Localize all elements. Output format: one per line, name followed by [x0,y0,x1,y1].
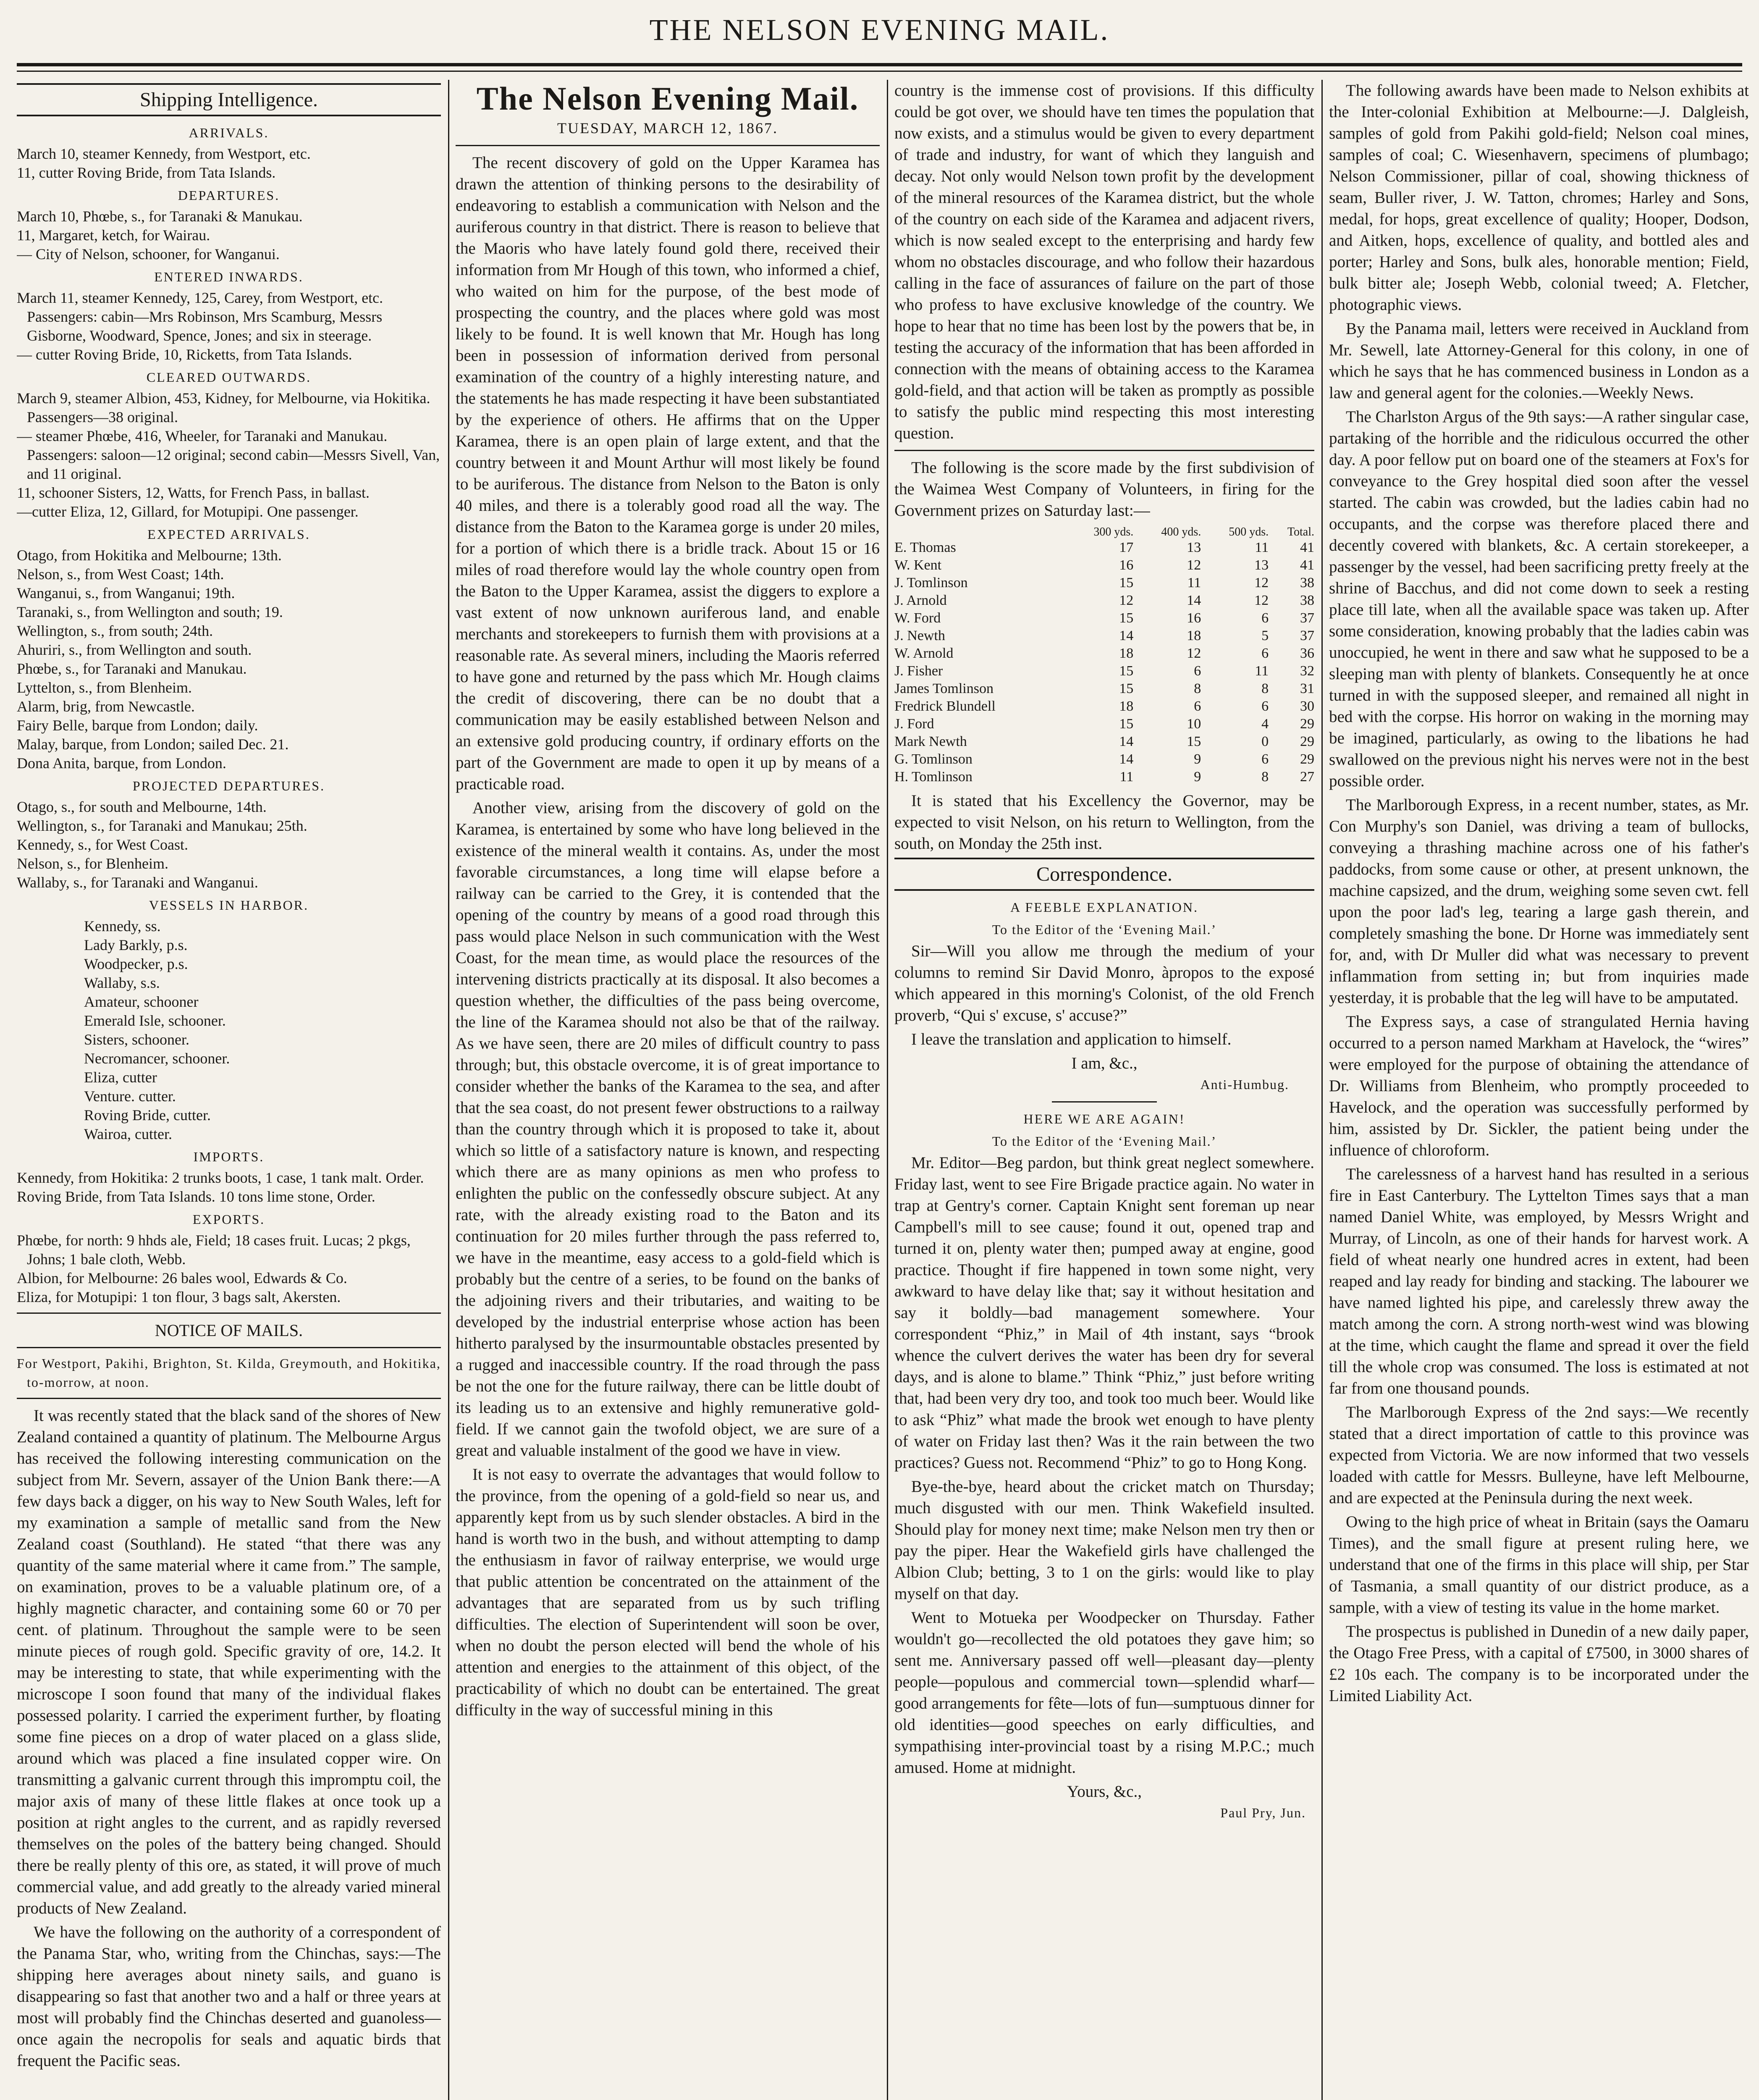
score-value: 41 [1300,540,1314,555]
score-name: J. Fisher [894,663,943,679]
harbor-vessel: Emerald Isle, schooner. [84,1012,226,1029]
letter-close: Yours, &c., [1067,1782,1142,1801]
letter-signature: Paul Pry, Jun. [1220,1805,1306,1820]
score-row [894,609,1314,627]
score-row [894,574,1314,592]
news-paragraph: The Marlborough Express of the 2nd says:—We recently stated that a direct importation of cattle to this province was expected from Victoria. We are now informed that two vessels loaded with cattle for Messrs. Bulleyne, have left Melbourne, and are expected at the Peninsula during the next week. [1329,1403,1749,1507]
entered-entry: — cutter Roving Bride, 10, Ricketts, from Tata Islands. [17,346,352,363]
score-value: 15 [1119,716,1134,732]
imports-heading: IMPORTS. [193,1149,265,1164]
score-value: 37 [1300,610,1314,626]
import-entry: Kennedy, from Hokitika: 2 trunks boots, 1 case, 1 tank malt. Order. [17,1169,424,1186]
letter-body: I leave the translation and application to himself. [911,1030,1232,1048]
column-3 [894,80,1314,2100]
column-2 [456,80,880,2100]
score-value: 6 [1261,610,1269,626]
score-value: 11 [1119,769,1134,785]
letter-signature: Anti-Humbug. [1200,1077,1289,1092]
section-rule [456,145,880,146]
score-value: 12 [1119,593,1134,608]
news-paragraph: By the Panama mail, letters were received in Auckland from Mr. Sewell, late Attorney-General for this colony, in one of which he says that he has commenced business in London as a law and general agent for the colonies.—Weekly News. [1329,320,1749,402]
score-row [894,662,1314,680]
letter-body: Mr. Editor—Beg pardon, but think great neglect somewhere. Friday last, went to see Fire Brigade practice again. No water in trap at Gentry's corner. Captain Knight sent foreman up near Campbell's mill to see cause; found it out, opened trap and turned it on, plenty water then; pumped away at engine, good practice. Thought if fire happened in town some night, very awkward to have delay like that; say it without hesitation and say it boldly—bad management somewhere. Your correspondent “Phiz,” in Mail of 4th instant, says “brook whence the culvert derives the water has been dry for several days, and is alone to blame.” Think “Phiz,” just before writing that, had been very dry too, and took too much beer. Would like to ask “Phiz” what made the brook wet enough to have plenty of water on Friday last then? Was it the rain between the two practices? Guess not. Recommend “Phiz” to go to Hong Kong. [894,1154,1314,1472]
arrival-entry: March 10, steamer Kennedy, from Westport, etc. [17,145,311,162]
letter-body: Sir—Will you allow me through the medium of your columns to remind Sir David Monro, àpropos to the exposé which appeared in this morning's Colonist, of the old French proverb, “Qui s' excuse, s' accuse?” [894,942,1314,1024]
score-name: W. Arnold [894,646,954,661]
section-rule [17,1398,441,1399]
score-header-row [894,525,1314,539]
expected-entry: Otago, from Hokitika and Melbourne; 13th. [17,547,282,564]
score-header: 300 yds. [1093,525,1134,538]
news-paragraph: The Marlborough Express, in a recent number, states, as Mr. Con Murphy's son Daniel, was driving a team of bullocks, conveying a thrashing machine across one of his father's paddocks, from some cause or other, at present unknown, the machine capsized, and the drum, weighing some seven cwt. fell upon the poor lad's leg, tearing a large gash therein, and completely smashing the bone. Dr Horne was immediately sent for, and, with Dr Muller did what was necessary to prevent inflammation from setting in; but from inquiries made yesterday, it is probable that the leg will have to be amputated. [1329,796,1749,1007]
score-value: 14 [1187,593,1201,608]
arrival-entry: 11, cutter Roving Bride, from Tata Islands. [17,164,276,181]
score-value: 6 [1261,646,1269,661]
import-entry: Roving Bride, from Tata Islands. 10 tons lime stone, Order. [17,1188,375,1205]
harbor-vessel: Roving Bride, cutter. [84,1107,211,1124]
editorial-continued: country is the immense cost of provisions. If this difficulty could be got over, we should have ten times the population that now exists, and a stimulus would be given to every department of trade and industry, for want of which they languish and decay. Not only would Nelson town profit by the development of the mineral resources of the Karamea district, but the whole of the country on each side of the Karamea and adjacent rivers, which is now sealed except to the enterprising and hardy few whom no obstacles discourage, and who follow their hazardous calling in the face of assurances of failure on the part of those who profess to have exclusive knowledge of the country. We hope to hear that no time has been lost by the powers that be, in testing the accuracy of the information that has been afforded in connection with the means of obtaining access to the Karamea gold-field, and that action will be taken as promptly as possible to satisfy the public mind respecting this most interesting question. [894,81,1314,442]
column-divider [887,80,888,2100]
score-row [894,592,1314,609]
score-intro: The following is the score made by the first subdivision of the Waimea West Company of Volunteers, in firing for the Government prizes on Saturday last:— [894,459,1314,520]
news-paragraph: The Express says, a case of strangulated Hernia having occurred to a person named Markham at Havelock, the “wires” were employed for the purpose of obtaining the attendance of Dr. Williams from Blenheim, who promptly proceeded to Havelock, and the operation was successfully performed by him, assisted by Dr. Sickler, the patient being under the influence of chloroform. [1329,1013,1749,1159]
entered-heading: ENTERED INWARDS. [154,269,304,284]
column-divider [1321,80,1323,2100]
score-header [894,525,1066,539]
score-value: 6 [1261,698,1269,714]
expected-entry: Taranaki, s., from Wellington and south; 19. [17,604,283,620]
score-value: 29 [1300,734,1314,749]
score-value: 29 [1300,751,1314,767]
score-name: G. Tomlinson [894,751,973,767]
score-row [894,768,1314,786]
expected-entry: Nelson, s., from West Coast; 14th. [17,566,224,583]
score-value: 30 [1300,698,1314,714]
score-value: 29 [1300,716,1314,732]
letter-close: I am, &c., [1071,1054,1138,1072]
score-name: Mark Newth [894,734,967,749]
article-paragraph: It was recently stated that the black sand of the shores of New Zealand contained a quantity of platinum. The Melbourne Argus has received the following interesting communication on the subject from Mr. Severn, assayer of the Union Bank there:—A few days back a digger, on his way to New South Wales, left for my examination a sample of metallic sand from the New Zealand coast (Southland). He stated “that there was any quantity of the same material where it came from.” The sample, on examination, proves to be a valuable platinum ore, of a highly magnetic character, and containing some 60 or 70 per cent. of platinum. Throughout the sample were to be seen minute pieces of rough gold. Specific gravity of ore, 14.2. It may be interesting to state, that while experimenting with the microscope I soon found that many of the individual flakes possessed polarity. I carried the experiment further, by floating some fine pieces on a drop of water placed on a glass slide, around which was placed a fine insulated copper wire. On transmitting a galvanic current through this impromptu coil, the major axis of many of these little flakes at once took up a position at right angles to the current, and as rapidly reversed themselves on the poles of the battery being changed. Should there be really plenty of this ore, as stated, it will prove of much commercial value, and add greatly to the already varied mineral products of New Zealand. [17,1407,441,1917]
score-table [894,525,1314,786]
score-row [894,715,1314,733]
score-value: 0 [1261,734,1269,749]
score-value: 13 [1187,540,1201,555]
score-value: 38 [1300,593,1314,608]
score-value: 15 [1119,681,1134,696]
harbor-vessel: Eliza, cutter [84,1069,157,1086]
letter-heading: HERE WE ARE AGAIN! [1023,1111,1185,1126]
departure-entry: 11, Margaret, ketch, for Wairau. [17,227,210,244]
score-value: 17 [1119,540,1134,555]
letter-body: Bye-the-bye, heard about the cricket match on Thursday; much disgusted with our men. Think Wakefield insulted. Should play for money next time; make Nelson men try then or pay the piper. Hear the Wakefield girls have challenged the Albion Club; betting, 3 to 1 on the girls: would like to play myself on that day. [894,1478,1314,1603]
score-value: 13 [1254,557,1269,573]
letter-body: Went to Motueka per Woodpecker on Thursday. Father wouldn't go—recollected the old potatoes they gave him; so sent me. Anniversary passed off well—pleasant day—plenty people—populous and commercial town—splendid wharf—good arrangements for fête—lots of fun—sumptuous dinner for old identities—good speeches on early difficulties, and sympathising inter-provincial toast by a rising M.P.C.; much amused. Home at midnight. [894,1609,1314,1777]
cleared-entry: —cutter Eliza, 12, Gillard, for Motupipi. One passenger. [17,503,359,520]
score-value: 9 [1194,769,1201,785]
score-value: 8 [1194,681,1201,696]
score-header: 400 yds. [1161,525,1201,538]
arrivals-heading: ARRIVALS. [189,125,269,140]
cleared-entry: — steamer Phœbe, 416, Wheeler, for Taranaki and Manukau. Passengers: saloon—12 original; second cabin—Messrs Sivell, Van, and 11 original. [17,428,440,482]
harbor-vessel: Amateur, schooner [84,993,199,1010]
score-value: 11 [1255,663,1269,679]
score-value: 15 [1187,734,1201,749]
projected-entry: Wellington, s., for Taranaki and Manukau; 25th. [17,817,307,834]
score-value: 31 [1300,681,1314,696]
expected-entry: Dona Anita, barque, from London. [17,755,226,772]
score-value: 11 [1255,540,1269,555]
letter-addressee: To the Editor of the ‘Evening Mail.’ [992,1134,1217,1149]
harbor-vessel: Kennedy, ss. [84,918,161,934]
score-name: J. Ford [894,716,934,732]
score-value: 6 [1194,663,1201,679]
masthead: THE NELSON EVENING MAIL. [649,13,1110,47]
score-value: 4 [1261,716,1269,732]
section-rule [894,450,1314,451]
governor-notice: It is stated that his Excellency the Governor, may be expected to visit Nelson, on his return to Wellington, from the south, on Monday the 25th inst. [894,792,1314,853]
score-body [894,539,1314,786]
score-row [894,733,1314,751]
score-value: 16 [1119,557,1134,573]
cleared-entry: March 9, steamer Albion, 453, Kidney, for Melbourne, via Hokitika. Passengers—38 original. [17,390,430,425]
score-value: 14 [1119,751,1134,767]
score-value: 14 [1119,734,1134,749]
masthead-rule-thin [17,71,1742,72]
shipping-title: Shipping Intelligence. [17,83,441,116]
score-row [894,539,1314,556]
projected-entry: Nelson, s., for Blenheim. [17,855,168,872]
harbor-vessel: Necromancer, schooner. [84,1050,230,1067]
harbor-heading: VESSELS IN HARBOR. [149,898,309,913]
score-row [894,751,1314,768]
news-paragraph: The following awards have been made to Nelson exhibits at the Inter-colonial Exhibition at Melbourne:—J. Dalgleish, samples of gold from Pakihi gold-field; Nelson coal mines, samples of coal; C. Wiesenhavern, specimens of plumbago; Nelson Commissioner, pillar of coal, showing thickness of seam, Buller river, J. W. Tatton, chromes; Harley and Sons, medal, for hops, great excellence of quality; Hooper, Dodson, and Aitken, hops, excellence of quality, and bottled ales and porter; Harley and Sons, bulk ales, honorable mention; Field, bulk bitter ale; Joseph Webb, colonial tweed; A. Fletcher, photographic views. [1329,81,1749,314]
score-name: E. Thomas [894,540,956,555]
score-row [894,645,1314,662]
score-value: 5 [1261,628,1269,643]
mails-notice: For Westport, Pakihi, Brighton, St. Kilda, Greymouth, and Hokitika, to-morrow, at noon. [17,1356,441,1390]
score-value: 37 [1300,628,1314,643]
harbor-vessel: Lady Barkly, p.s. [84,937,188,953]
cleared-entry: 11, schooner Sisters, 12, Watts, for French Pass, in ballast. [17,484,370,501]
score-name: W. Ford [894,610,941,626]
cleared-heading: CLEARED OUTWARDS. [146,370,312,385]
score-row [894,698,1314,715]
score-value: 14 [1119,628,1134,643]
letter-addressee: To the Editor of the ‘Evening Mail.’ [992,922,1217,937]
export-entry: Eliza, for Motupipi: 1 ton flour, 3 bags salt, Akersten. [17,1289,341,1305]
score-value: 18 [1119,698,1134,714]
harbor-vessel: Wairoa, cutter. [84,1126,173,1142]
score-value: 15 [1119,610,1134,626]
score-value: 6 [1194,698,1201,714]
paper-title: The Nelson Evening Mail. [476,80,859,117]
expected-entry: Fairy Belle, barque from London; daily. [17,717,258,734]
score-name: Fredrick Blundell [894,698,996,714]
column-divider [448,80,449,2100]
section-rule [17,1347,441,1348]
expected-entry: Ahuriri, s., from Wellington and south. [17,641,252,658]
score-value: 8 [1261,681,1269,696]
entered-entry: March 11, steamer Kennedy, 125, Carey, from Westport, etc. Passengers: cabin—Mrs Robinson, Mrs Scamburg, Messrs Gisborne, Woodward, Spence, Jones; and six in steerage. [17,289,383,344]
masthead-rule [17,63,1742,66]
editorial-paragraph: Another view, arising from the discovery of gold on the Karamea, is entertained by some who have long believed in the existence of the mineral wealth it contains. As, under the most favorable circumstances, a long time will elapse before a railway can be carried to the Grey, it is contended that the opening of the country by means of a good road through this pass would place Nelson in such communication with the West Coast, for the mean time, as would place the resources of the intervening districts practically at its disposal. It also becomes a question whether, the difficulties of the pass being overcome, the line of the Karamea should not also be that of the railway. As we have seen, there are 20 miles of difficult country to pass through; but, this obstacle overcome, it is of great importance to consider whether the banks of the Karamea to the sea, and after that the sea coast, do not present fewer obstructions to a railway than the country through which it is proposed to take it, about which so little of a satisfactory nature is known, and respecting which there are as many opinions as men who profess to enlighten the public on the confessedly obscure subject. At any rate, with the already existing road to the Baton and its continuation for 20 miles further through the pass referred to, we have in the meantime, easy access to a gold-field which is probably but the centre of a series, to be found on the banks of the adjoining rivers and their tributaries, and waiting to be developed by the industrial enterprise whose action has been hitherto paralysed by the insurmountable obstacles presented by a rugged and inaccessible country. If the road through the pass be not the one for the future railway, there can be little doubt of its leading us to an extensive and highly remunerative gold-field. If we cannot gain the twofold object, we are sure of a great and valuable instalment of the good we have in view. [456,799,880,1460]
harbor-vessel: Wallaby, s.s. [84,974,160,991]
score-value: 15 [1119,575,1134,591]
news-paragraph: The prospectus is published in Dunedin of a new daily paper, the Otago Free Press, with a capital of £7500, in 3000 shares of £2 10s each. The company is to be incorporated under the Limited Liability Act. [1329,1622,1749,1705]
score-value: 9 [1194,751,1201,767]
score-name: James Tomlinson [894,681,994,696]
score-value: 10 [1187,716,1201,732]
score-name: J. Newth [894,628,945,643]
news-paragraph: The Charlston Argus of the 9th says:—A rather singular case, partaking of the horrible and the ridiculous occurred the other day. A poor fellow put on board one of the steamers at Fox's for conveyance to the Grey hospital died soon after the vessel started. The cabin was crowded, but the ladies cabin had no occupants, and the corpse was therefore placed there and decently covered with blankets, &c. A certain storekeeper, a passenger by the vessel, had been sacrificing pretty freely at the shrine of Bacchus, and did not come down to seek a resting place till late, when all the available space was taken up. After some consideration, knowing probably that the ladies cabin was unoccupied, he went in there and saw what he supposed to be a sleeping man with plenty of blankets. Consequently he at once turned in with the supposed sleeper, and remained all night in bed with the corpse. His horror on waking in the morning may be imagined, particularly, as owing to the libations he had swallowed on the previous night his nerves were not in the best possible order. [1329,408,1749,790]
editorial-paragraph: The recent discovery of gold on the Upper Karamea has drawn the attention of thinking persons to the desirability of endeavoring to establish a communication with Nelson and the auriferous country in that district. There is reason to believe that the Maoris who have lately found gold there, received their information from Mr Hough of this town, who informed a chief, who waited on him for the purpose, of the best mode of prospecting the country, and the places where gold was most likely to be found. It is well known that Mr. Hough has long been in possession of information derived from personal examination of the country of a highly interesting nature, and the statements he has made respecting it have been substantiated by the experience of others. He affirms that on the Upper Karamea, there is an open plain of large extent, and that the country between it and Mount Arthur will most likely be found to be auriferous. The distance from Nelson to the Baton is only 40 miles, and there is a tolerably good road all the way. The distance from the Baton to the Karamea gorge is under 20 miles, for a portion of which there is a bridle track. About 15 or 16 miles of road therefore would lay the whole country open from the Baton to the Upper Karamea, assist the diggers to explore a vast extent of now unknown auriferous land, and enable merchants and storekeepers to furnish them with provisions at a reasonable rate. As several miners, including the Maoris referred to have gone and returned by the pass which Mr. Hough claims the credit of discovering, there can be no doubt that a communication may be easily established between Nelson and an extensive gold producing country, if ordinary efforts on the part of the Government are made to open it up by means of a practicable road. [456,154,880,793]
column-1 [17,80,441,2100]
column-4 [1329,80,1749,2100]
score-row [894,556,1314,574]
letter-heading: A FEEBLE EXPLANATION. [1010,900,1198,915]
score-value: 16 [1187,610,1201,626]
dateline: TUESDAY, MARCH 12, 1867. [557,120,779,136]
score-value: 12 [1187,557,1201,573]
projected-heading: PROJECTED DEPARTURES. [132,778,325,793]
departure-entry: — City of Nelson, schooner, for Wanganui. [17,246,280,262]
score-value: 15 [1119,663,1134,679]
score-value: 18 [1119,646,1134,661]
score-header: Total. [1287,525,1314,538]
score-value: 11 [1187,575,1201,591]
harbor-vessel: Venture. cutter. [84,1088,176,1105]
score-value: 12 [1254,575,1269,591]
article-paragraph: We have the following on the authority of a correspondent of the Panama Star, who, writing from the Chinchas, says:—The shipping here averages about ninety sails, and guano is disappearing so fast that another two and a half or three years at most will probably find the Chinchas deserted and guanoless—once again the necropolis for seals and aquatic birds that frequent the Pacific seas. [17,1923,441,2070]
score-name: W. Kent [894,557,942,573]
score-value: 12 [1187,646,1201,661]
section-rule [1052,1101,1157,1102]
mails-title: NOTICE OF MAILS. [155,1321,303,1340]
expected-entry: Wellington, s., from south; 24th. [17,622,213,639]
export-entry: Phœbe, for north: 9 hhds ale, Field; 18 cases fruit. Lucas; 2 pkgs, Johns; 1 bale cloth, Webb. [17,1232,411,1268]
export-entry: Albion, for Melbourne: 26 bales wool, Edwards & Co. [17,1270,347,1286]
expected-entry: Lyttelton, s., from Blenheim. [17,679,192,696]
section-rule [17,1312,441,1314]
score-name: J. Tomlinson [894,575,968,591]
score-value: 41 [1300,557,1314,573]
expected-entry: Wanganui, s., from Wanganui; 19th. [17,585,235,601]
news-paragraph: Owing to the high price of wheat in Britain (says the Oamaru Times), and the small figure at present ruling here, we understand that one of the firms in this place will ship, per Star of Tasmania, a small quantity of our district produce, as a sample, with a view of testing its value in the home market. [1329,1513,1749,1617]
correspondence-title: Correspondence. [894,858,1314,891]
score-value: 32 [1300,663,1314,679]
score-value: 8 [1261,769,1269,785]
expected-entry: Phœbe, s., for Taranaki and Manukau. [17,660,247,677]
score-value: 6 [1261,751,1269,767]
score-header: 500 yds. [1229,525,1269,538]
departures-heading: DEPARTURES. [178,188,280,203]
score-row [894,680,1314,698]
departure-entry: March 10, Phœbe, s., for Taranaki & Manukau. [17,208,303,225]
projected-entry: Kennedy, s., for West Coast. [17,836,189,853]
exports-heading: EXPORTS. [192,1212,265,1227]
news-paragraph: The carelessness of a harvest hand has resulted in a serious fire in East Canterbury. The Lyttelton Times says that a man named Daniel White, was employed, by Messrs Wright and Murray, of Lincoln, as one of their hands for harvest work. A field of wheat nearly one hundred acres in extent, had been reaped and lay ready for binding and stacking. The labourer we have named lighted his pipe, and carelessly threw away the match among the corn. A strong north-west wind was blowing at the time, which caught the flame and spread it over the field till the whole crop was consumed. The loss is estimated at not far from one thousand pounds. [1329,1165,1749,1397]
editorial-paragraph: It is not easy to overrate the advantages that would follow to the province, from the opening of a gold-field so near us, and apparently kept from us by such slender obstacles. A bird in the hand is worth two in the bush, and without attempting to damp the enthusiasm in favor of railway enterprise, we would urge that public attention be concentrated on the attainment of the advantages that are separated from us by such trifling difficulties. The election of Superintendent will soon be over, when no doubt the person elected will bend the whole of his attention and energies to the attainment of this object, of the practicability of which no doubt can be entertained. The great difficulty in the way of successful mining in this [456,1465,880,1719]
score-name: H. Tomlinson [894,769,973,785]
score-value: 27 [1300,769,1314,785]
expected-entry: Alarm, brig, from Newcastle. [17,698,195,715]
projected-entry: Wallaby, s., for Taranaki and Wanganui. [17,874,258,891]
harbor-vessel: Sisters, schooner. [84,1031,189,1048]
projected-entry: Otago, s., for south and Melbourne, 14th. [17,798,267,815]
score-value: 12 [1254,593,1269,608]
score-row [894,627,1314,645]
score-value: 18 [1187,628,1201,643]
score-name: J. Arnold [894,593,947,608]
expected-entry: Malay, barque, from London; sailed Dec. 21. [17,736,289,753]
harbor-vessel: Woodpecker, p.s. [84,956,188,972]
expected-heading: EXPECTED ARRIVALS. [147,527,310,542]
score-value: 38 [1300,575,1314,591]
score-value: 36 [1300,646,1314,661]
